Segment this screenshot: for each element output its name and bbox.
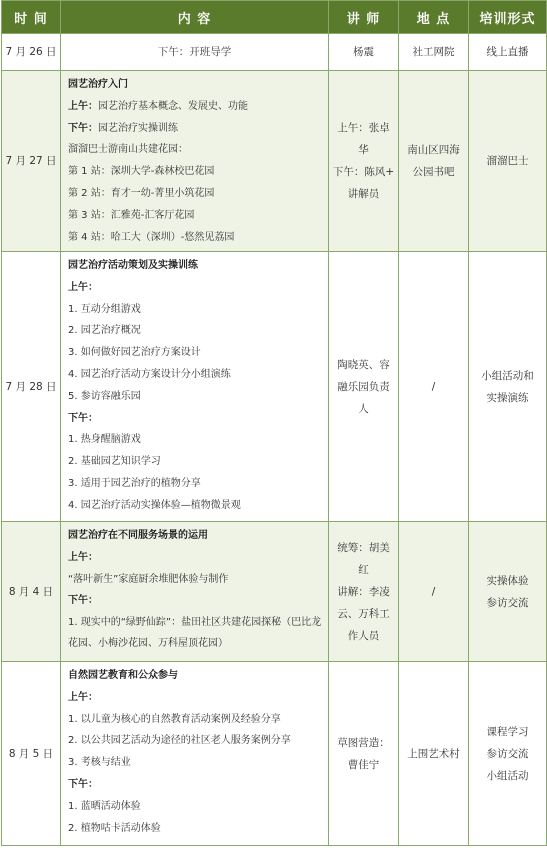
content-line: 2. 基础园艺知识学习 [68, 456, 161, 468]
session-text: 园艺治疗实操训练 [98, 122, 178, 134]
content-line: 5. 参访容融乐园 [68, 390, 141, 402]
content-line: 2. 园艺治疗概况 [68, 325, 141, 337]
date-cell: 7 月 27 日 [2, 71, 61, 252]
content-cell [61, 252, 329, 522]
format-line: 参访交流 [486, 747, 529, 760]
table-row [2, 252, 547, 522]
location-cell [399, 71, 469, 252]
content-line: 2. 以公共园艺活动为途径的社区老人服务案例分享 [68, 735, 291, 747]
content-cell [61, 522, 329, 662]
format-line: 参访交流 [486, 596, 529, 609]
content-cell [61, 34, 329, 71]
lecturer-line: 曹佳宁 [347, 758, 380, 771]
content-line: 3. 如何做好园艺治疗方案设计 [68, 347, 201, 359]
session-label: 下午： [68, 778, 98, 790]
content-line: 3. 适用于园艺治疗的植物分享 [68, 477, 201, 489]
date-cell: 8 月 4 日 [2, 522, 61, 662]
lecturer-line: 草图营造： [337, 736, 390, 749]
lecturer-line: 作人员 [347, 629, 380, 642]
format-cell [469, 662, 547, 846]
format-line: 小组活动和 [481, 369, 534, 382]
section-title: 园艺治疗在不同服务场景的运用 [68, 530, 208, 541]
content-line: “落叶新生”家庭厨余堆肥体验与制作 [68, 573, 229, 585]
content-cell [61, 71, 329, 252]
table-row [2, 34, 547, 71]
content-line: 1. 热身醒脑游戏 [68, 434, 141, 446]
schedule-table [1, 0, 547, 846]
header-time: 时 间 [2, 1, 61, 34]
lecturer-line: 讲解员 [347, 188, 380, 200]
date-cell: 8 月 5 日 [2, 662, 61, 846]
lecturer-line: 融乐园负责 [337, 380, 390, 393]
lecturer-line: 陶晓英、容 [337, 358, 390, 371]
content-line: 第 3 站：汇雅苑-汇客厅花园 [68, 209, 195, 221]
content-line: 3. 考核与结业 [68, 757, 131, 769]
lecturer-line: 人 [358, 402, 369, 415]
section-title: 自然园艺教育和公众参与 [68, 670, 178, 681]
date-cell: 7 月 26 日 [2, 34, 61, 71]
session-text: 园艺治疗基本概念、发展史、功能 [98, 100, 248, 112]
lecturer-cell: 杨震 [329, 34, 399, 71]
lecturer-line: 红 [358, 563, 369, 576]
table-row [2, 71, 547, 252]
format-line: 课程学习 [486, 725, 529, 738]
session-label: 上午： [68, 100, 98, 112]
format-cell: 线上直播 [469, 34, 547, 71]
content-line: 4. 园艺治疗活动实操体验—植物微景观 [68, 499, 241, 511]
lecturer-cell [329, 71, 399, 252]
header-content: 内 容 [61, 1, 329, 34]
content-line [68, 118, 322, 140]
location-cell: 上围艺术村 [399, 662, 469, 846]
header-lecturer: 讲 师 [329, 1, 399, 34]
session-label: 下午： [68, 122, 98, 134]
lecturer-cell [329, 522, 399, 662]
content-line: 下午：开班导学 [157, 46, 232, 58]
content-line: 1. 蓝晒活动体验 [68, 800, 141, 812]
content-line: 1. 互动分组游戏 [68, 303, 141, 315]
location-cell: 社工网院 [399, 34, 469, 71]
location-cell: / [399, 522, 469, 662]
session-label: 上午： [68, 691, 98, 703]
header-location: 地 点 [399, 1, 469, 34]
content-line: 4. 园艺治疗活动方案设计分小组演练 [68, 368, 231, 380]
session-label: 下午： [68, 412, 98, 424]
format-line: 实操演练 [486, 391, 529, 404]
format-cell [469, 522, 547, 662]
content-line [68, 96, 322, 118]
content-line: 1. 以儿童为核心的自然教育活动案例及经验分享 [68, 713, 281, 725]
header-format: 培训形式 [469, 1, 547, 34]
header-row [2, 1, 547, 34]
content-line: 2. 植物咕卡活动体验 [68, 822, 161, 834]
format-line: 实操体验 [486, 574, 529, 587]
session-label: 上午： [68, 551, 98, 563]
lecturer-line: 云、万科工 [337, 607, 390, 620]
session-label: 上午： [68, 281, 98, 293]
format-cell: 溜溜巴士 [469, 71, 547, 252]
section-title: 园艺治疗入门 [68, 79, 128, 90]
format-cell [469, 252, 547, 522]
table-row [2, 662, 547, 846]
table-row [2, 522, 547, 662]
content-line: 第 4 站：哈工大（深圳）-悠然见荔园 [68, 231, 235, 243]
lecturer-line: 讲解：李凌 [337, 585, 390, 598]
content-line: 1. 现实中的“绿野仙踪”：盐田社区共建花园探秘（巴比龙花园、小梅沙花园、万科屋顶花园） [68, 617, 322, 650]
lecturer-line: 下午：陈风+ [332, 166, 395, 178]
content-line: 溜溜巴士游南山共建花园： [68, 144, 188, 156]
date-cell: 7 月 28 日 [2, 252, 61, 522]
content-line: 第 1 站：深圳大学-森林校巴花园 [68, 166, 215, 178]
location-line: 南山区四海 [407, 144, 460, 156]
lecturer-cell [329, 662, 399, 846]
format-line: 小组活动 [486, 769, 529, 782]
content-line: 第 2 站：育才一幼-菁里小筑花园 [68, 187, 215, 199]
lecturer-cell [329, 252, 399, 522]
lecturer-line: 上午：张卓 [337, 122, 390, 134]
location-cell: / [399, 252, 469, 522]
location-line: 公园书吧 [412, 166, 455, 178]
content-cell [61, 662, 329, 846]
lecturer-line: 华 [358, 144, 369, 156]
section-title: 园艺治疗活动策划及实操训练 [68, 260, 198, 271]
session-label: 下午： [68, 595, 98, 607]
lecturer-line: 统筹：胡美 [337, 541, 390, 554]
